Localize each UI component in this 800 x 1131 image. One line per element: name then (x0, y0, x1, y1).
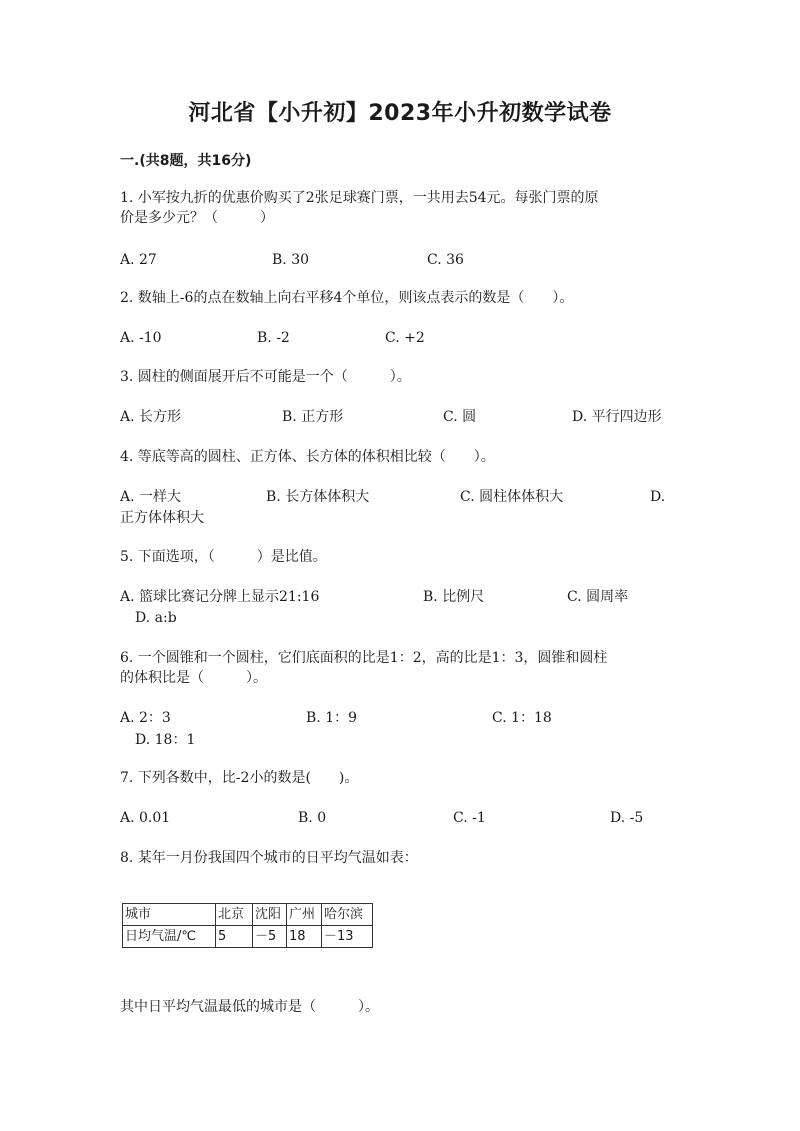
question-5-option-d: D. a:b (135, 610, 177, 626)
table-header-row (123, 904, 373, 926)
page-title: 河北省【小升初】2023年小升初数学试卷 (188, 101, 612, 126)
question-5-line-1: 5. 下面选项，（ ）是比值。 (120, 549, 327, 565)
question-8-after-text: 其中日平均气温最低的城市是（ ）。 (120, 999, 379, 1015)
table-cell: 北京 (216, 904, 253, 926)
question-3-option-c: C. 圆 (443, 409, 477, 425)
table-cell: －5 (253, 926, 287, 948)
table-row (123, 926, 373, 948)
question-4-option-d: D. (650, 489, 666, 505)
section-heading: 一.(共8题，共16分) (120, 153, 252, 169)
question-6-line-2: 的体积比是（ ）。 (120, 670, 267, 686)
question-5-option-a: A. 篮球比赛记分牌上显示21:16 (120, 589, 320, 605)
question-7-option-c: C. -1 (453, 810, 486, 826)
table-cell: 沈阳 (253, 904, 287, 926)
question-1-option-b: B. 30 (272, 252, 310, 268)
question-4-option-c: C. 圆柱体体积大 (460, 489, 564, 505)
question-7-option-d: D. -5 (610, 810, 644, 826)
question-1-option-c: C. 36 (427, 252, 464, 268)
question-2-option-a: A. -10 (120, 330, 162, 346)
question-3-line-1: 3. 圆柱的侧面展开后不可能是一个（ ）。 (120, 369, 411, 385)
question-7-line-1: 7. 下列各数中，比-2小的数是( )。 (120, 770, 359, 786)
table-cell: 18 (287, 926, 322, 948)
question-2-option-c: C. +2 (385, 330, 425, 346)
question-3-option-a: A. 长方形 (120, 409, 182, 425)
question-6-option-c: C. 1：18 (492, 710, 552, 726)
question-7-option-a: A. 0.01 (120, 810, 171, 826)
question-6-option-b: B. 1：9 (306, 710, 358, 726)
question-1-option-a: A. 27 (120, 252, 157, 268)
table-cell: －13 (322, 926, 373, 948)
question-2-line-1: 2. 数轴上-6的点在数轴上向右平移4个单位，则该点表示的数是（ ）。 (120, 290, 574, 306)
question-5-option-c: C. 圆周率 (567, 589, 629, 605)
table-cell: 广州 (287, 904, 322, 926)
question-8-line-1: 8. 某年一月份我国四个城市的日平均气温如表： (120, 850, 418, 866)
table-cell: 哈尔滨 (322, 904, 373, 926)
question-5-option-b: B. 比例尺 (423, 589, 485, 605)
question-7-option-b: B. 0 (298, 810, 327, 826)
question-4-option-a: A. 一样大 (120, 489, 182, 505)
table-cell: 城市 (123, 904, 216, 926)
question-1-line-2: 价是多少元？（ ） (120, 210, 274, 226)
question-3-option-d: D. 平行四边形 (572, 409, 662, 425)
question-2-option-b: B. -2 (257, 330, 290, 346)
question-6-line-1: 6. 一个圆锥和一个圆柱，它们底面积的比是1：2，高的比是1：3，圆锥和圆柱 (120, 650, 608, 666)
question-4-line-1: 4. 等底等高的圆柱、正方体、长方体的体积相比较（ ）。 (120, 449, 495, 465)
question-4-option-b: B. 长方体体积大 (266, 489, 370, 505)
question-6-option-a: A. 2：3 (120, 710, 171, 726)
table-cell: 日均气温/℃ (123, 926, 216, 948)
question-6-option-d: D. 18：1 (135, 732, 196, 748)
question-4-option-d-text: 正方体体积大 (120, 510, 204, 526)
question-3-option-b: B. 正方形 (282, 409, 344, 425)
table-cell: 5 (216, 926, 253, 948)
temperature-table (122, 903, 373, 948)
question-1-line-1: 1. 小军按九折的优惠价购买了2张足球赛门票，一共用去54元。每张门票的原 (120, 190, 599, 206)
